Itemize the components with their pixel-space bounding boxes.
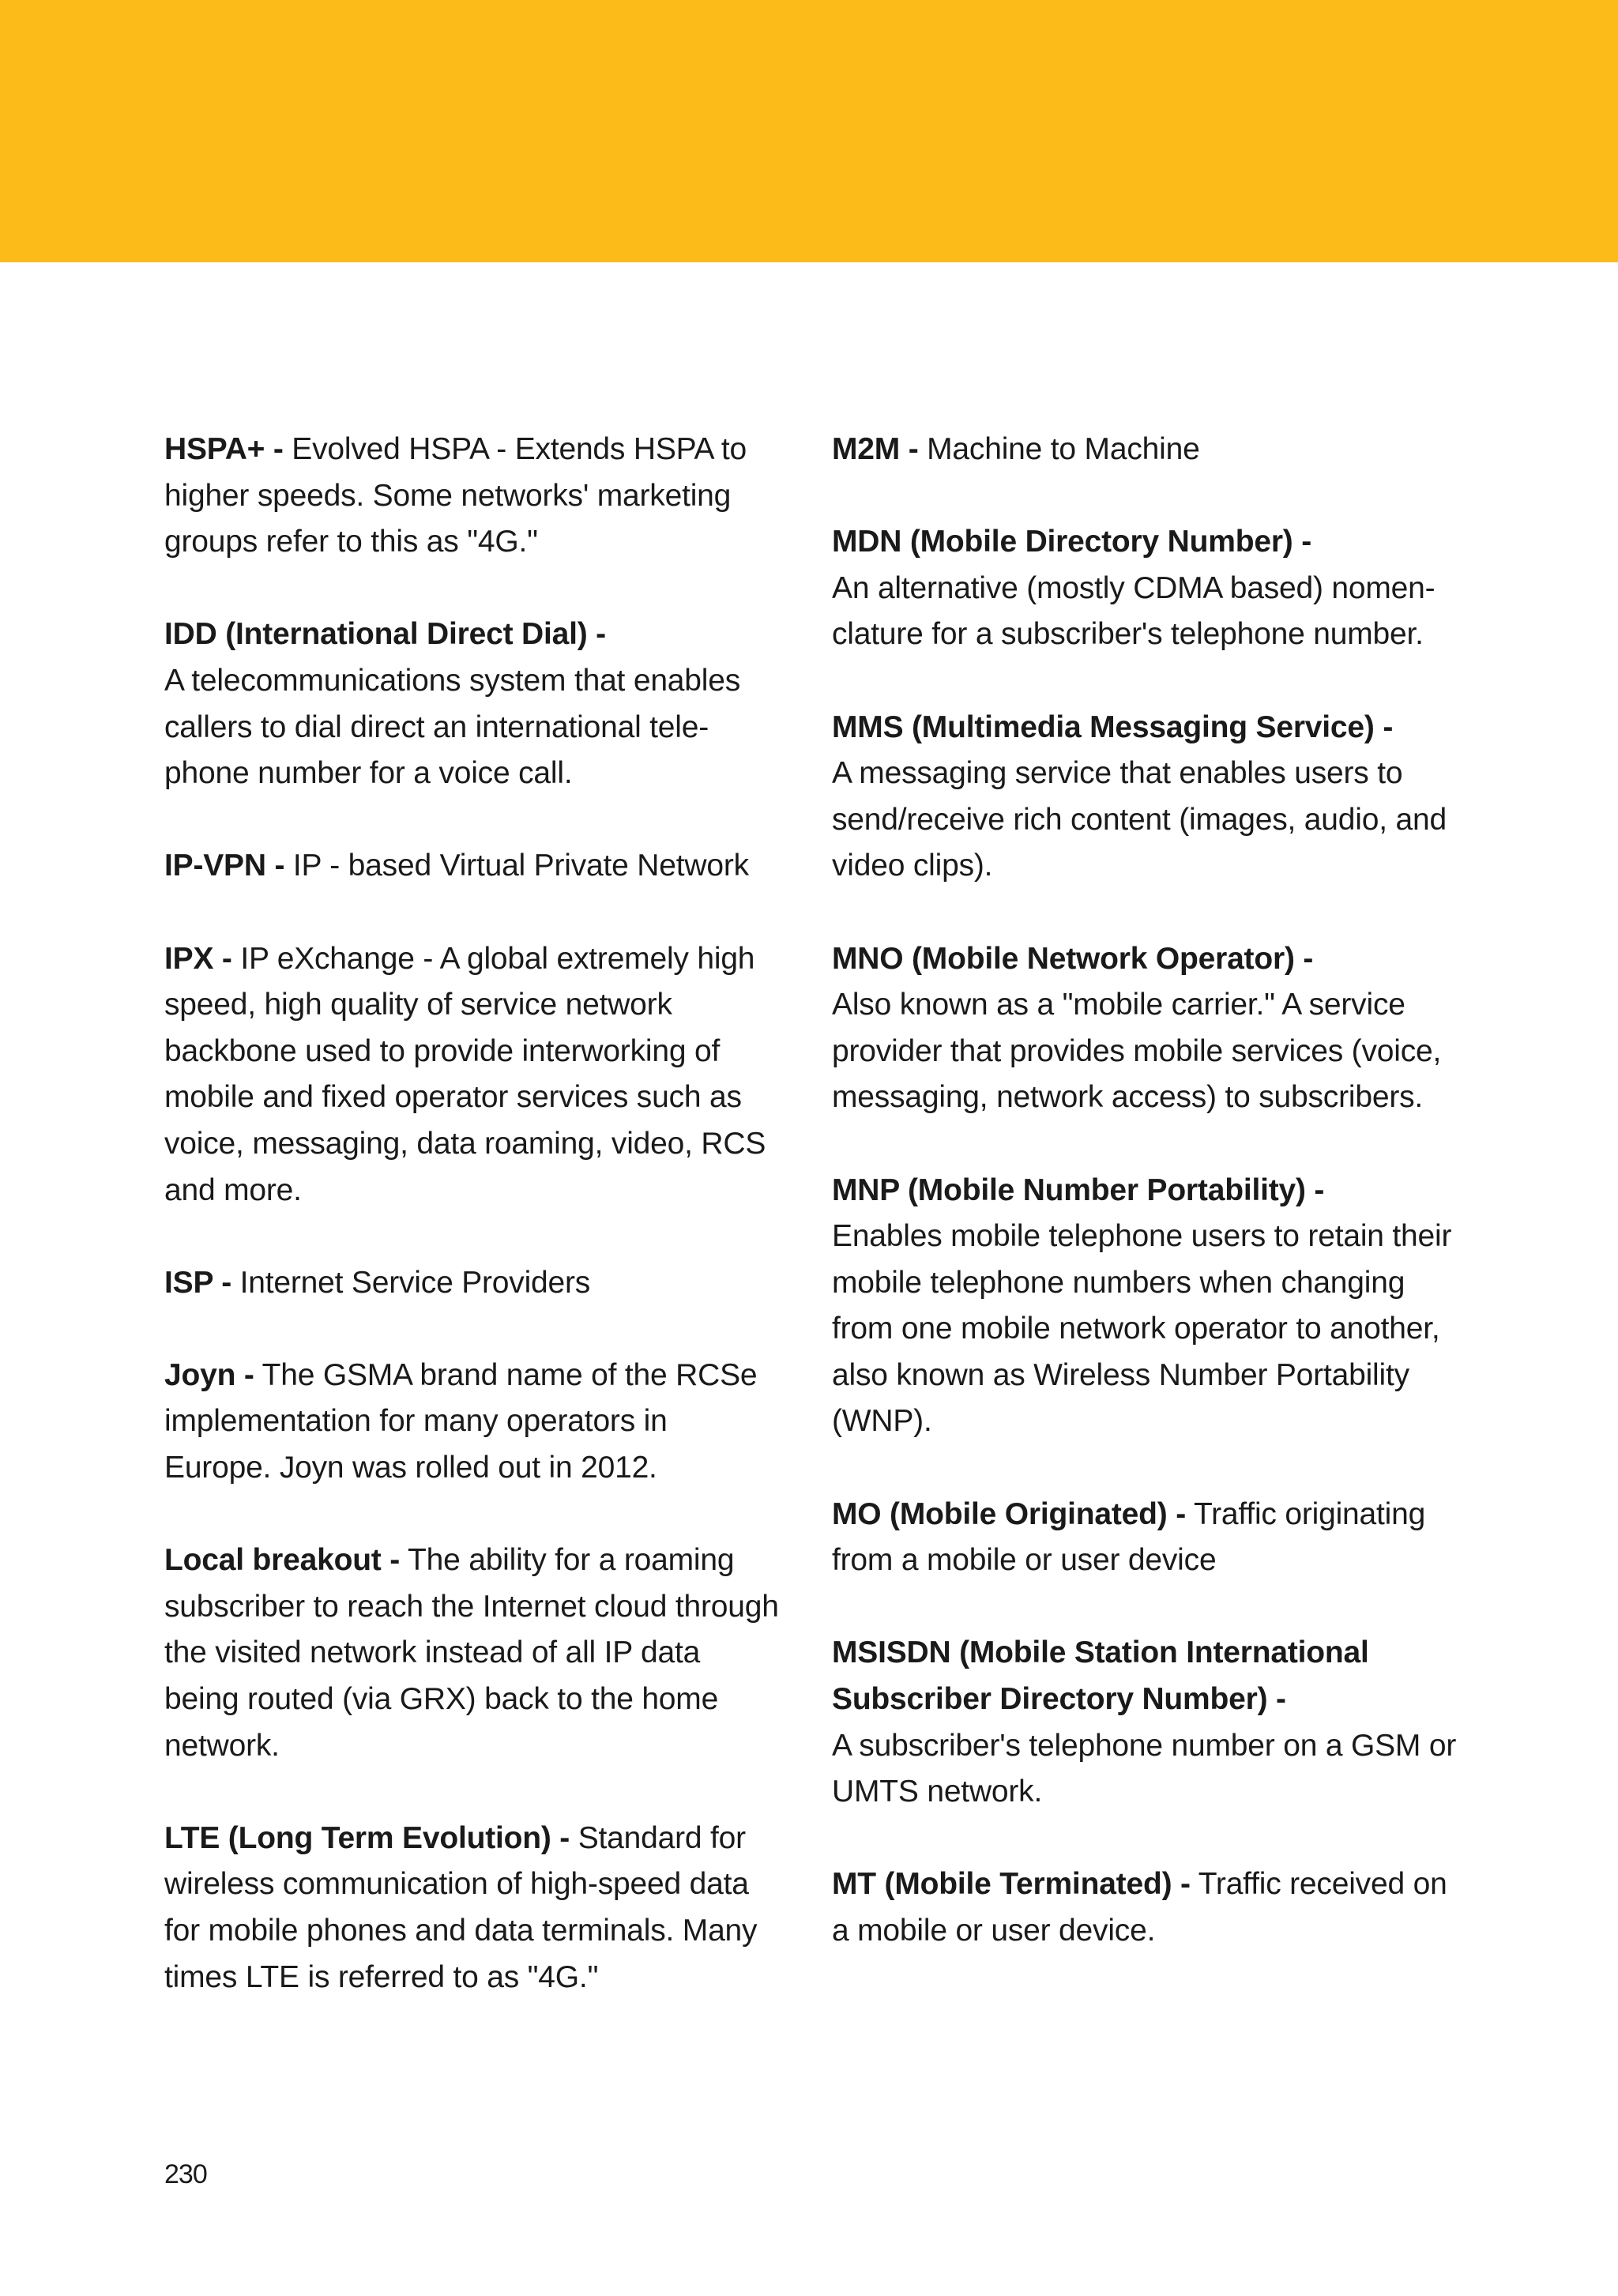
glossary-entry-m2m xyxy=(832,427,1464,473)
glossary-definition: Internet Service Providers xyxy=(231,1265,591,1300)
glossary-definition: The GSMA brand name of the RCSe implementation for many operators in Europe. Joyn was rolled out in 2012. xyxy=(164,1357,758,1485)
glossary-term: M2M - xyxy=(832,432,919,466)
glossary-term: MNP (Mobile Number Portability) - xyxy=(832,1172,1325,1207)
glossary-definition: IP - based Virtual Private Network xyxy=(284,849,749,883)
glossary-entry-lte xyxy=(164,1816,781,2001)
glossary-definition: Traffic received on a mobile or user device. xyxy=(832,1867,1447,1948)
glossary-term: IPX - xyxy=(164,941,232,976)
glossary-definition: Also known as a "mobile carrier." A service provider that provides mobile services (voice, messaging, network access) to subscribers. xyxy=(832,988,1442,1115)
glossary-entry-isp xyxy=(164,1260,781,1307)
glossary-entry-mdn xyxy=(832,519,1464,658)
glossary-definition: Enables mobile telephone users to retain their mobile telephone numbers when changing from one mobile network operator to another, also known as Wireless Number Portability (WNP). xyxy=(832,1219,1452,1439)
glossary-entry-mnp xyxy=(832,1168,1464,1446)
glossary-term: IP-VPN - xyxy=(164,849,285,883)
glossary-term: IDD (International Direct Dial) - xyxy=(164,617,606,652)
glossary-entry-ipx xyxy=(164,936,781,1214)
glossary-entry-joyn xyxy=(164,1353,781,1492)
glossary-term: Local breakout - xyxy=(164,1543,401,1578)
glossary-term: HSPA+ - xyxy=(164,432,284,466)
glossary-definition: Machine to Machine xyxy=(918,432,1200,466)
glossary-entry-hspa-plus xyxy=(164,427,781,566)
glossary-term: MDN (Mobile Directory Number) - xyxy=(832,525,1312,559)
glossary-column-right xyxy=(832,427,1464,2001)
page-number: 230 xyxy=(164,2159,207,2189)
top-banner xyxy=(0,0,1618,262)
glossary-definition: A subscriber's telephone number on a GSM or UMTS network. xyxy=(832,1728,1457,1809)
glossary-definition: Traffic originating from a mobile or user device xyxy=(832,1496,1426,1578)
glossary-entry-idd xyxy=(164,612,781,796)
glossary-definition: A messaging service that enables users to send/receive rich content (images, audio, and video clips). xyxy=(832,756,1447,883)
glossary-term: Joyn - xyxy=(164,1357,254,1392)
glossary-term: MT (Mobile Terminated) - xyxy=(832,1867,1191,1902)
glossary-column-left xyxy=(164,427,781,2047)
glossary-term: LTE (Long Term Evolution) - xyxy=(164,1820,570,1855)
glossary-definition: An alternative (mostly CDMA based) nomen-clature for a subscriber's telephone number. xyxy=(832,570,1436,652)
glossary-entry-msisdn xyxy=(832,1630,1464,1815)
glossary-entry-mms xyxy=(832,705,1464,890)
glossary-definition: Standard for wireless communication of high-speed data for mobile phones and data terminals. Many times LTE is referred to as "4G." xyxy=(164,1820,758,1994)
glossary-term: MO (Mobile Originated) - xyxy=(832,1496,1187,1531)
glossary-definition: The ability for a roaming subscriber to reach the Internet cloud through the visited network instead of all IP data being routed (via GRX) back to the home network. xyxy=(164,1543,779,1763)
glossary-term: MMS (Multimedia Messaging Service) - xyxy=(832,710,1394,744)
glossary-term: ISP - xyxy=(164,1265,231,1300)
glossary-definition: Evolved HSPA - Extends HSPA to higher speeds. Some networks' marketing groups refer to this as "4G." xyxy=(164,432,747,559)
glossary-term: MSISDN (Mobile Station International Subscriber Directory Number) - xyxy=(832,1635,1369,1717)
glossary-definition: A telecommunications system that enables callers to dial direct an international tele-phone number for a voice call. xyxy=(164,663,741,791)
glossary-term: MNO (Mobile Network Operator) - xyxy=(832,941,1314,976)
glossary-entry-mt xyxy=(832,1861,1464,1954)
glossary-definition: IP eXchange - A global extremely high speed, high quality of service network backbone used to provide interworking of mobile and fixed operator services such as voice, messaging, data roaming, video, RCS and more. xyxy=(164,941,766,1207)
glossary-entry-mno xyxy=(832,936,1464,1121)
glossary-entry-ip-vpn xyxy=(164,843,781,890)
glossary-entry-local-breakout xyxy=(164,1538,781,1769)
glossary-entry-mo xyxy=(832,1492,1464,1584)
